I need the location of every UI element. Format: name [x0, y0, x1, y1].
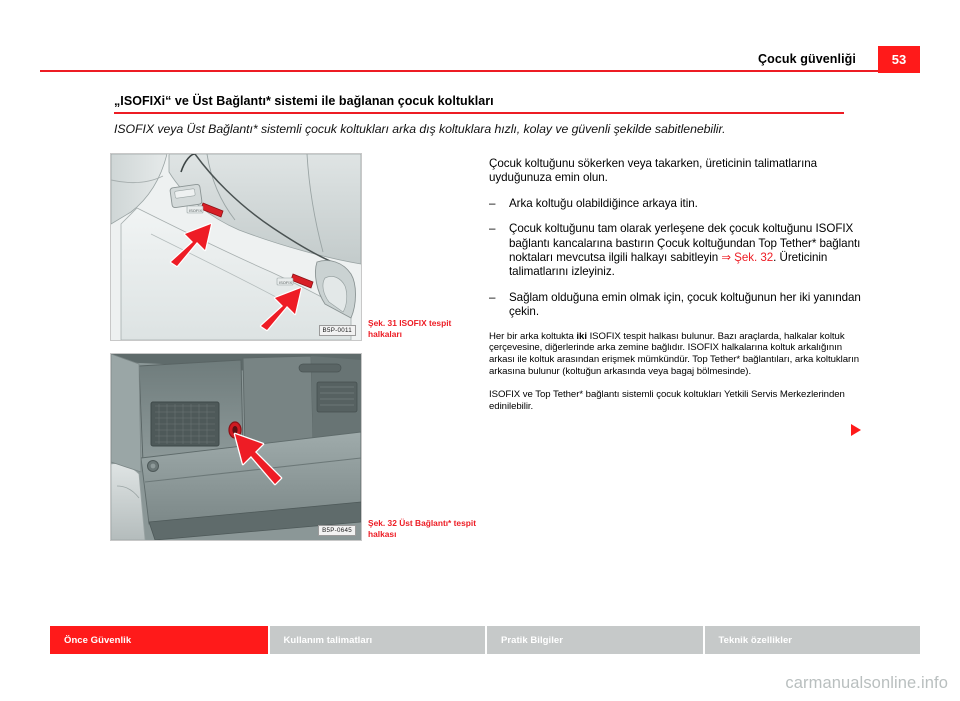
page-number-badge: [878, 46, 920, 73]
dash-marker: –: [489, 290, 496, 304]
section-intro-text: ISOFIX veya Üst Bağlantı* sistemli çocuk koltukları arka dış koltuklara hızlı, kolay ve güvenli şekilde sabitlenebilir.: [114, 122, 726, 136]
dash-marker: –: [489, 222, 496, 236]
figure-2-caption: Şek. 32 Üst Bağlantı* tespit halkası: [368, 518, 476, 539]
figure-2-code: B5P-0645: [318, 525, 356, 536]
section-heading: „ISOFIXi“ ve Üst Bağlantı* sistemi ile bağlanan çocuk koltukları: [114, 94, 494, 108]
cross-reference-link-sek-32[interactable]: ⇒ Şek. 32: [721, 251, 774, 265]
footer-tab-pratik-bilgiler[interactable]: Pratik Bilgiler: [487, 626, 703, 654]
list-item-2: [489, 222, 861, 280]
body-paragraph-1-part2: ISOFIX tespit halkası bulunur. Bazı araçlarda, halkalar koltuk çerçevesine, diğerlerinde arka zemine bağlıdır. ISOFIX halkalarına koltuk arkalığının arkası ile koltuk arasından erişmek mümkündür. Top Tether* bağlantıları, arka koltukların arkasına bulunur (koltuğun arkasında veya bagaj bölmesinde).: [489, 330, 860, 378]
header-rule: [40, 70, 920, 72]
footer-tab-bar: [50, 626, 920, 654]
luggage-compartment-illustration: [111, 354, 361, 540]
triangle-right-icon: [851, 424, 861, 436]
section-heading-rule: [114, 112, 844, 114]
figure-isofix-anchors: [110, 153, 452, 341]
section-heading-block: [114, 94, 844, 114]
footer-tab-once-guvenlik[interactable]: Önce Güvenlik: [50, 626, 268, 654]
intro-paragraph: Çocuk koltuğunu sökerken veya takarken, üreticinin talimatlarına uyduğunuza emin olun.: [489, 157, 818, 185]
body-paragraph-1-part1: Her bir arka koltukta: [489, 330, 577, 342]
footer-tab-teknik-ozellikler[interactable]: Teknik özellikler: [705, 626, 921, 654]
figure-1-code: B5P-0011: [319, 325, 356, 336]
svg-text:ISOFIX: ISOFIX: [189, 207, 203, 213]
dash-marker: –: [489, 196, 496, 210]
figure-2-image: [110, 353, 362, 541]
rear-seat-illustration: [111, 154, 361, 340]
page-number-label: 53: [891, 52, 907, 67]
body-paragraph-1-emphasis: iki: [576, 330, 587, 342]
page-header: [40, 40, 920, 72]
footer-tab-kullanim-talimatlari[interactable]: Kullanım talimatları: [270, 626, 486, 654]
list-item-2-text-before: Çocuk koltuğunu tam olarak yerleşene dek çocuk koltuğunu ISOFIX bağlantı kancalarına bastırın Çocuk koltuğundan Top Tether* bağlantı noktaları mevcutsa ilgili halkayı sabitleyin: [509, 222, 861, 265]
list-item-3: [489, 291, 861, 320]
figure-1-image: [110, 153, 362, 341]
list-item-1: [489, 197, 861, 211]
body-paragraph-1: [489, 331, 861, 378]
body-paragraph-2: ISOFIX ve Top Tether* bağlantı sistemli çocuk koltukları Yetkili Servis Merkezlerinden edinilebilir.: [489, 388, 845, 412]
list-item-3-text: Sağlam olduğuna emin olmak için, çocuk koltuğunun her iki yanından çekin.: [509, 290, 861, 319]
watermark-text: carmanualsonline.info: [785, 674, 948, 692]
figure-1-caption: Şek. 31 ISOFIX tespit halkaları: [368, 318, 452, 339]
svg-text:ISOFIX: ISOFIX: [279, 279, 293, 285]
body-text-column: [489, 157, 861, 423]
list-item-1-text: Arka koltuğu olabildiğince arkaya itin.: [509, 196, 698, 210]
figure-top-tether-anchor: [110, 353, 476, 541]
page-title: Çocuk güvenliği: [757, 52, 856, 66]
list-item-2-text-after: . Üreticinin talimatlarını izleyiniz.: [509, 251, 828, 279]
